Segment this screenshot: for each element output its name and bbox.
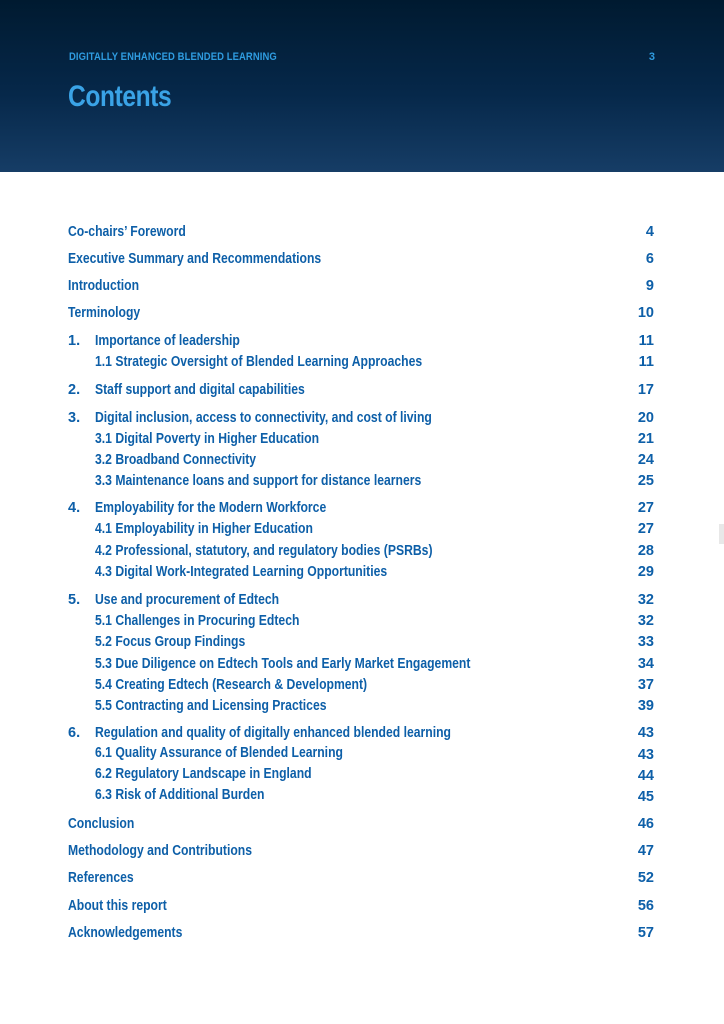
toc-subentry-4-2[interactable]: [68, 541, 656, 561]
toc-subentry-5-2[interactable]: [68, 632, 656, 652]
toc-entry-label: 5.1 Challenges in Procuring Edtech: [95, 613, 300, 629]
toc-entry-page: 27: [637, 500, 654, 516]
toc-entry-page: 45: [637, 789, 654, 805]
toc-entry-page: 34: [637, 656, 654, 672]
toc-entry-label: Co-chairs’ Foreword: [68, 224, 186, 240]
toc-entry-label: Conclusion: [68, 816, 135, 832]
toc-entry-methodology[interactable]: [68, 841, 656, 861]
toc-chapter-number: 4.: [68, 500, 81, 516]
toc-subentry-5-5[interactable]: [68, 696, 656, 716]
toc-entry-label: Introduction: [68, 278, 140, 294]
toc-entry-label: Digital inclusion, access to connectivity, and cost of living: [95, 410, 432, 426]
toc-entry-label: Terminology: [68, 305, 141, 321]
toc-entry-page: 4: [645, 224, 654, 240]
toc-entry-label: 3.1 Digital Poverty in Higher Education: [95, 431, 320, 447]
toc-subentry-3-3[interactable]: [68, 471, 656, 491]
toc-entry-label: Regulation and quality of digitally enhanced blended learning: [95, 725, 451, 741]
toc-entry-foreword[interactable]: [68, 222, 656, 242]
toc-chapter-2[interactable]: [68, 380, 656, 400]
toc-entry-label: Acknowledgements: [68, 925, 183, 941]
toc-chapter-5[interactable]: [68, 590, 656, 610]
toc-entry-label: 4.2 Professional, statutory, and regulatory bodies (PSRBs): [95, 543, 433, 559]
toc-entry-label: Use and procurement of Edtech: [95, 592, 280, 608]
toc-entry-terminology[interactable]: [68, 303, 656, 323]
toc-entry-page: 27: [637, 521, 654, 537]
toc-subentry-4-1[interactable]: [68, 519, 656, 539]
toc-entry-label: 6.3 Risk of Additional Burden: [95, 787, 265, 803]
toc-chapter-number: 1.: [68, 333, 81, 349]
toc-entry-label: References: [68, 870, 134, 886]
toc-entry-label: 1.1 Strategic Oversight of Blended Learning Approaches: [95, 354, 423, 370]
toc-entry-page: 44: [637, 768, 654, 784]
toc-entry-page: 17: [637, 382, 654, 398]
toc-entry-label: 5.3 Due Diligence on Edtech Tools and Early Market Engagement: [95, 656, 471, 672]
toc-entry-label: Methodology and Contributions: [68, 843, 253, 859]
toc-chapter-1[interactable]: [68, 331, 656, 351]
toc-entry-page: 11: [638, 333, 654, 349]
toc-entry-references[interactable]: [68, 868, 656, 888]
toc-chapter-number: 2.: [68, 382, 81, 398]
toc-entry-page: 52: [637, 870, 654, 886]
toc-chapter-4[interactable]: [68, 498, 656, 518]
toc-entry-acknowledgements[interactable]: [68, 923, 656, 943]
page-number: 3: [648, 51, 655, 63]
toc-entry-executive-summary[interactable]: [68, 249, 656, 269]
toc-entry-page: 24: [637, 452, 654, 468]
toc-entry-page: 25: [637, 473, 654, 489]
toc-subentry-3-1[interactable]: [68, 429, 656, 449]
toc-entry-label: Staff support and digital capabilities: [95, 382, 305, 398]
toc-subentry-6-1[interactable]: [68, 743, 656, 763]
toc-subentry-5-4[interactable]: [68, 675, 656, 695]
toc-chapter-6[interactable]: [68, 723, 656, 743]
toc-entry-page: 20: [637, 410, 654, 426]
toc-entry-label: Importance of leadership: [95, 333, 240, 349]
toc-entry-page: 57: [637, 925, 654, 941]
toc-entry-page: 39: [637, 698, 654, 714]
toc-entry-page: 37: [637, 677, 654, 693]
toc-entry-page: 32: [637, 592, 654, 608]
running-title: DIGITALLY ENHANCED BLENDED LEARNING: [69, 51, 277, 63]
toc-subentry-5-1[interactable]: [68, 611, 656, 631]
toc-chapter-number: 3.: [68, 410, 81, 426]
toc-entry-label: 5.4 Creating Edtech (Research & Development): [95, 677, 368, 693]
toc-subentry-1-1[interactable]: [68, 352, 656, 372]
toc-chapter-number: 5.: [68, 592, 81, 608]
toc-entry-page: 9: [645, 278, 654, 294]
toc-entry-introduction[interactable]: [68, 276, 656, 296]
toc-chapter-number: 6.: [68, 725, 81, 741]
toc-entry-label: Employability for the Modern Workforce: [95, 500, 327, 516]
toc-entry-page: 47: [637, 843, 654, 859]
toc-entry-label: 6.1 Quality Assurance of Blended Learning: [95, 745, 343, 761]
toc-entry-label: 6.2 Regulatory Landscape in England: [95, 766, 312, 782]
toc-subentry-5-3[interactable]: [68, 654, 656, 674]
toc-entry-label: 3.3 Maintenance loans and support for distance learners: [95, 473, 422, 489]
toc-entry-page: 32: [637, 613, 654, 629]
toc-entry-label: 5.2 Focus Group Findings: [95, 634, 246, 650]
toc-entry-page: 33: [637, 634, 654, 650]
toc-entry-page: 21: [637, 431, 654, 447]
toc-entry-label: 4.3 Digital Work-Integrated Learning Opportunities: [95, 564, 388, 580]
toc-entry-page: 43: [637, 747, 654, 763]
toc-entry-page: 28: [637, 543, 654, 559]
toc-entry-conclusion[interactable]: [68, 814, 656, 834]
toc-subentry-6-3[interactable]: [68, 785, 656, 805]
toc-entry-page: 29: [637, 564, 654, 580]
toc-chapter-3[interactable]: [68, 408, 656, 428]
toc-subentry-3-2[interactable]: [68, 450, 656, 470]
header-band: [0, 0, 724, 172]
toc-entry-page: 46: [637, 816, 654, 832]
toc-entry-page: 56: [637, 898, 654, 914]
toc-subentry-6-2[interactable]: [68, 764, 656, 784]
toc-entry-page: 10: [637, 305, 654, 321]
page-title: Contents: [68, 80, 172, 113]
toc-subentry-4-3[interactable]: [68, 562, 656, 582]
toc-entry-page: 11: [638, 354, 654, 370]
toc-entry-label: 3.2 Broadband Connectivity: [95, 452, 257, 468]
toc-entry-page: 6: [645, 251, 654, 267]
toc-entry-about-report[interactable]: [68, 896, 656, 916]
page-edge-mark: [719, 524, 724, 544]
toc-entry-label: 4.1 Employability in Higher Education: [95, 521, 313, 537]
toc-entry-label: 5.5 Contracting and Licensing Practices: [95, 698, 327, 714]
toc-entry-label: About this report: [68, 898, 167, 914]
toc-entry-label: Executive Summary and Recommendations: [68, 251, 322, 267]
toc-entry-page: 43: [637, 725, 654, 741]
